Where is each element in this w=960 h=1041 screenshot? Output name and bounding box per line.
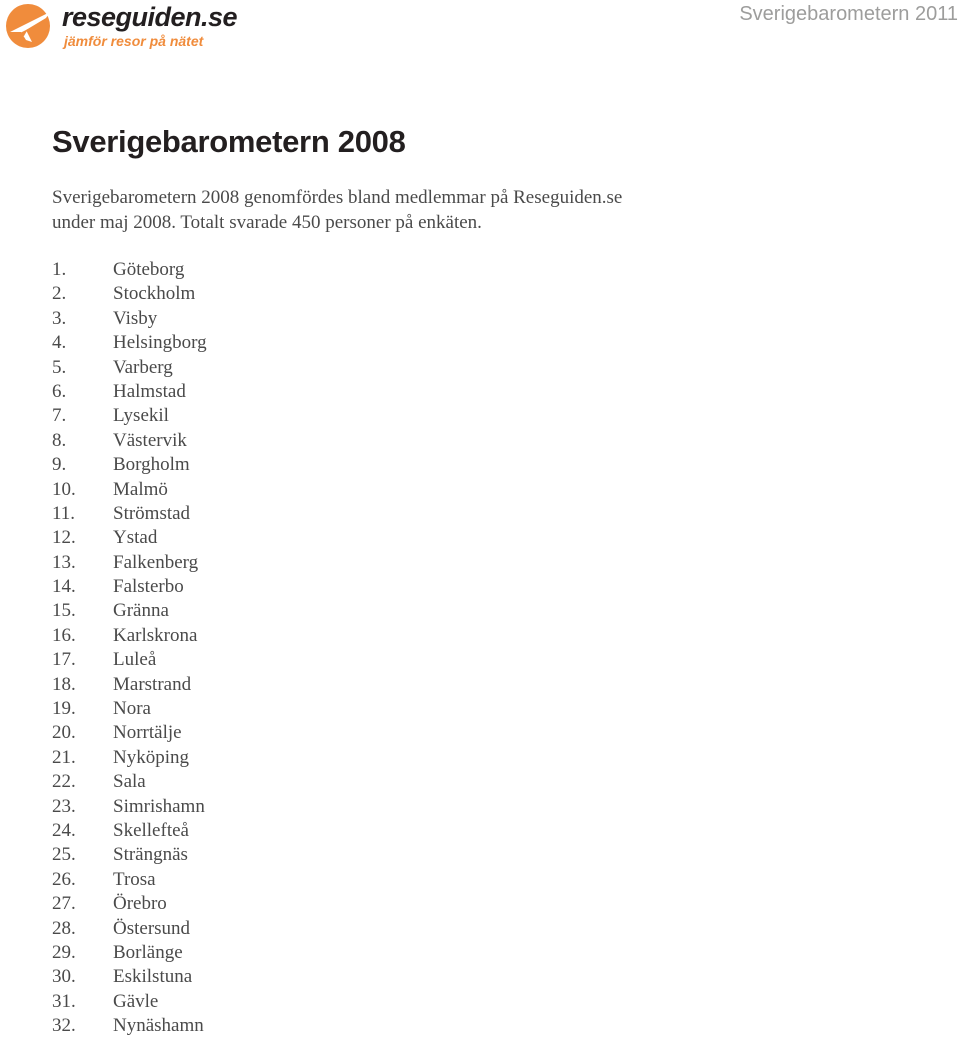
- rank-number: 21.: [52, 746, 76, 768]
- city-name: Luleå: [113, 649, 157, 671]
- city-name: Karlskrona: [113, 624, 198, 646]
- city-name: Falkenberg: [113, 551, 199, 573]
- rank-number: 25.: [52, 844, 76, 866]
- city-name: Visby: [113, 307, 158, 329]
- list-item: [52, 721, 207, 745]
- list-item: [52, 990, 207, 1014]
- city-name: Falsterbo: [113, 576, 184, 598]
- city-name: Halmstad: [113, 380, 186, 402]
- list-item: [52, 429, 207, 453]
- list-item: [52, 843, 207, 867]
- rank-number: 13.: [52, 551, 76, 573]
- city-name: Stockholm: [113, 283, 196, 305]
- rank-number: 27.: [52, 893, 76, 915]
- list-item: [52, 624, 207, 648]
- logo-tagline: jämför resor på nätet: [64, 33, 204, 49]
- list-item: [52, 599, 207, 623]
- list-item: [52, 282, 207, 306]
- page-title: Sverigebarometern 2008: [52, 124, 406, 159]
- list-item: [52, 941, 207, 965]
- list-item: [52, 917, 207, 941]
- city-name: Lysekil: [113, 405, 169, 427]
- list-item: [52, 770, 207, 794]
- city-name: Sala: [113, 771, 146, 793]
- city-name: Malmö: [113, 478, 168, 500]
- city-name: Ystad: [113, 527, 158, 549]
- header-title: Sverigebarometern 2011: [739, 3, 958, 25]
- list-item: [52, 673, 207, 697]
- list-item: [52, 502, 207, 526]
- city-name: Eskilstuna: [113, 966, 193, 988]
- rank-number: 24.: [52, 819, 76, 841]
- rank-number: 8.: [52, 429, 67, 451]
- city-name: Gävle: [113, 990, 159, 1012]
- list-item: [52, 307, 207, 331]
- rank-number: 20.: [52, 722, 76, 744]
- city-name: Simrishamn: [113, 795, 205, 817]
- city-name: Strömstad: [113, 502, 191, 524]
- city-name: Örebro: [113, 893, 167, 915]
- list-item: [52, 648, 207, 672]
- rank-number: 18.: [52, 673, 76, 695]
- list-item: [52, 551, 207, 575]
- list-item: [52, 697, 207, 721]
- city-name: Marstrand: [113, 673, 192, 695]
- rank-number: 10.: [52, 478, 76, 500]
- rank-number: 16.: [52, 624, 76, 646]
- list-item: [52, 453, 207, 477]
- city-name: Nora: [113, 698, 151, 720]
- city-name: Gränna: [113, 600, 169, 622]
- rank-number: 29.: [52, 941, 76, 963]
- rank-number: 32.: [52, 1015, 76, 1037]
- rank-number: 30.: [52, 966, 76, 988]
- city-name: Göteborg: [113, 259, 185, 280]
- city-name: Borgholm: [113, 454, 190, 476]
- city-ranking-list: [52, 258, 207, 1039]
- list-item: [52, 526, 207, 550]
- list-item: [52, 965, 207, 989]
- city-name: Nyköping: [113, 746, 189, 768]
- rank-number: 28.: [52, 917, 76, 939]
- list-item: [52, 746, 207, 770]
- rank-number: 2.: [52, 283, 67, 305]
- city-name: Skellefteå: [113, 819, 189, 841]
- rank-number: 26.: [52, 868, 76, 890]
- list-item: [52, 795, 207, 819]
- rank-number: 7.: [52, 405, 67, 427]
- city-name: Nynäshamn: [113, 1015, 204, 1037]
- city-name: Borlänge: [113, 941, 183, 963]
- logo-name: reseguiden.se: [62, 2, 238, 32]
- rank-number: 14.: [52, 576, 76, 598]
- list-item: [52, 356, 207, 380]
- list-item: [52, 404, 207, 428]
- intro-line: Sverigebarometern 2008 genomfördes bland medlemmar på Reseguiden.se: [52, 187, 623, 208]
- list-item: [52, 1014, 207, 1038]
- rank-number: 12.: [52, 527, 76, 549]
- rank-number: 4.: [52, 332, 67, 354]
- list-item: [52, 819, 207, 843]
- list-item: [52, 258, 207, 282]
- rank-number: 5.: [52, 356, 67, 378]
- city-name: Trosa: [113, 868, 156, 890]
- rank-number: 6.: [52, 380, 67, 402]
- rank-number: 3.: [52, 307, 67, 329]
- city-name: Helsingborg: [113, 332, 207, 354]
- city-name: Norrtälje: [113, 722, 182, 744]
- airplane-logo-icon: [6, 2, 54, 50]
- intro-paragraph: [52, 186, 622, 235]
- list-item: [52, 478, 207, 502]
- list-item: [52, 892, 207, 916]
- rank-number: 22.: [52, 771, 76, 793]
- city-name: Östersund: [113, 917, 191, 939]
- rank-number: 23.: [52, 795, 76, 817]
- intro-line: under maj 2008. Totalt svarade 450 personer på enkäten.: [52, 211, 482, 233]
- reseguiden-logo: [6, 0, 306, 55]
- list-item: [52, 380, 207, 404]
- city-name: Strängnäs: [113, 844, 188, 866]
- list-item: [52, 331, 207, 355]
- rank-number: 31.: [52, 990, 76, 1012]
- rank-number: 11.: [52, 502, 76, 524]
- list-item: [52, 868, 207, 892]
- list-item: [52, 575, 207, 599]
- city-name: Varberg: [113, 356, 173, 378]
- rank-number: 9.: [52, 454, 67, 476]
- rank-number: 15.: [52, 600, 76, 622]
- city-name: Västervik: [113, 429, 187, 451]
- rank-number: 17.: [52, 649, 76, 671]
- rank-number: 1.: [52, 259, 67, 280]
- rank-number: 19.: [52, 698, 76, 720]
